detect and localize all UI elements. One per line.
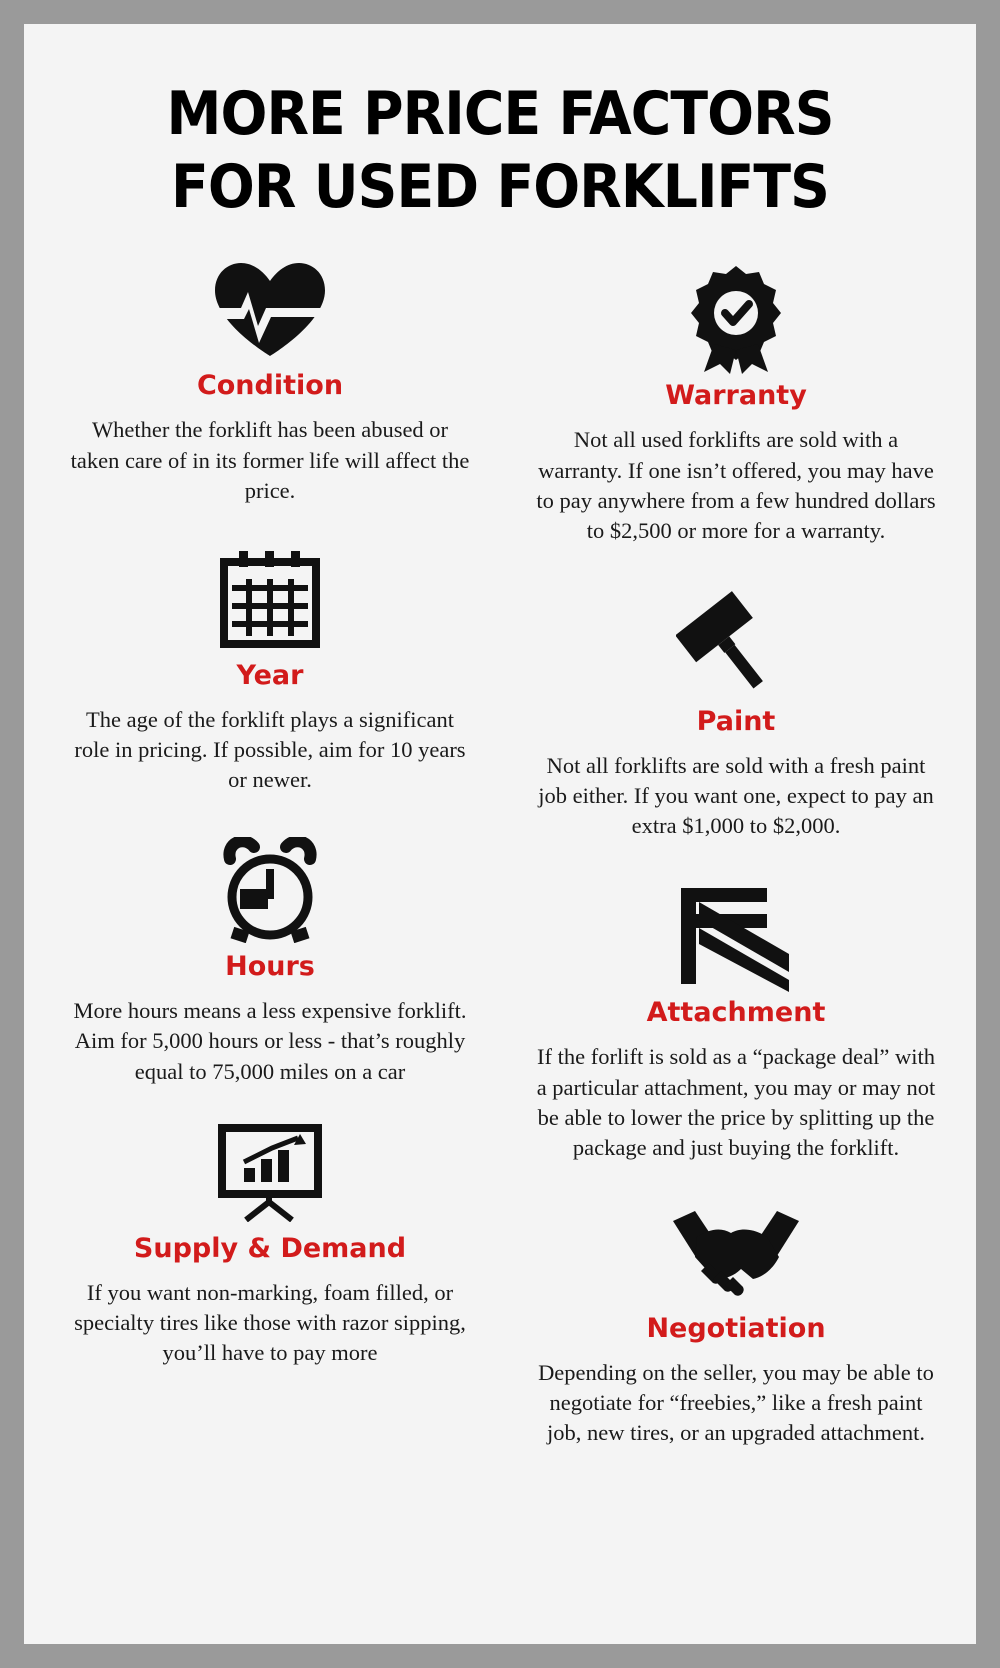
paint-roller-icon	[530, 590, 942, 700]
factor-heading: Attachment	[646, 997, 826, 1029]
right-column	[500, 254, 958, 1448]
factor-attachment	[530, 881, 942, 1163]
left-column	[42, 246, 500, 1448]
factor-warranty	[530, 264, 942, 546]
factor-heading: Supply & Demand	[133, 1232, 407, 1264]
award-badge-check-icon	[530, 264, 942, 374]
calendar-icon	[66, 544, 474, 654]
factor-heading: Hours	[225, 951, 315, 983]
factor-body: Not all used forklifts are sold with a warranty. If one isn’t offered, you may have to pay anywhere from a few hundred dollars to $2,500 or more for a warranty.	[536, 427, 936, 543]
factor-heading: Year	[236, 659, 304, 691]
factor-heading: Negotiation	[646, 1312, 826, 1344]
factor-body: The age of the forklift plays a significant role in pricing. If possible, aim for 10 years or newer.	[74, 706, 466, 793]
factor-hours	[66, 835, 474, 1086]
factor-body: Not all forklifts are sold with a fresh paint job either. If you want one, expect to pay an extra $1,000 to $2,000.	[538, 752, 934, 839]
title-line-1: MORE PRICE FACTORS	[166, 79, 834, 149]
alarm-clock-icon	[66, 835, 474, 945]
factors-grid	[24, 246, 976, 1448]
factor-body: Whether the forklift has been abused or taken care of in its former life will affect the price.	[70, 417, 470, 503]
factor-heading: Warranty	[665, 380, 807, 412]
factor-condition	[66, 254, 474, 505]
factor-body: Depending on the seller, you may be able to negotiate for “freebies,” like a fresh paint job, new tires, or an upgraded attachment.	[538, 1359, 934, 1446]
factor-paint	[530, 590, 942, 841]
presentation-chart-icon	[66, 1117, 474, 1227]
title-line-2: FOR USED FORKLIFTS	[171, 152, 829, 223]
factor-year	[66, 544, 474, 795]
heartbeat-icon	[66, 254, 474, 364]
page-title	[62, 24, 938, 224]
factor-heading: Condition	[196, 370, 344, 402]
factor-negotiation	[530, 1197, 942, 1448]
handshake-icon	[530, 1197, 942, 1307]
factor-heading: Paint	[696, 705, 776, 737]
infographic-poster	[24, 24, 976, 1644]
rupee-forks-icon	[530, 881, 942, 991]
factor-body: More hours means a less expensive forklift. Aim for 5,000 hours or less - that’s roughly equal to 75,000 miles on a car	[73, 998, 467, 1084]
factor-supply-demand	[66, 1117, 474, 1368]
factor-body: If the forlift is sold as a “package deal” with a particular attachment, you may or may not be able to lower the price by splitting up the package and just buying the forklift.	[536, 1044, 936, 1160]
factor-body: If you want non-marking, foam filled, or specialty tires like those with razor sipping, you’ll have to pay more	[74, 1279, 466, 1365]
